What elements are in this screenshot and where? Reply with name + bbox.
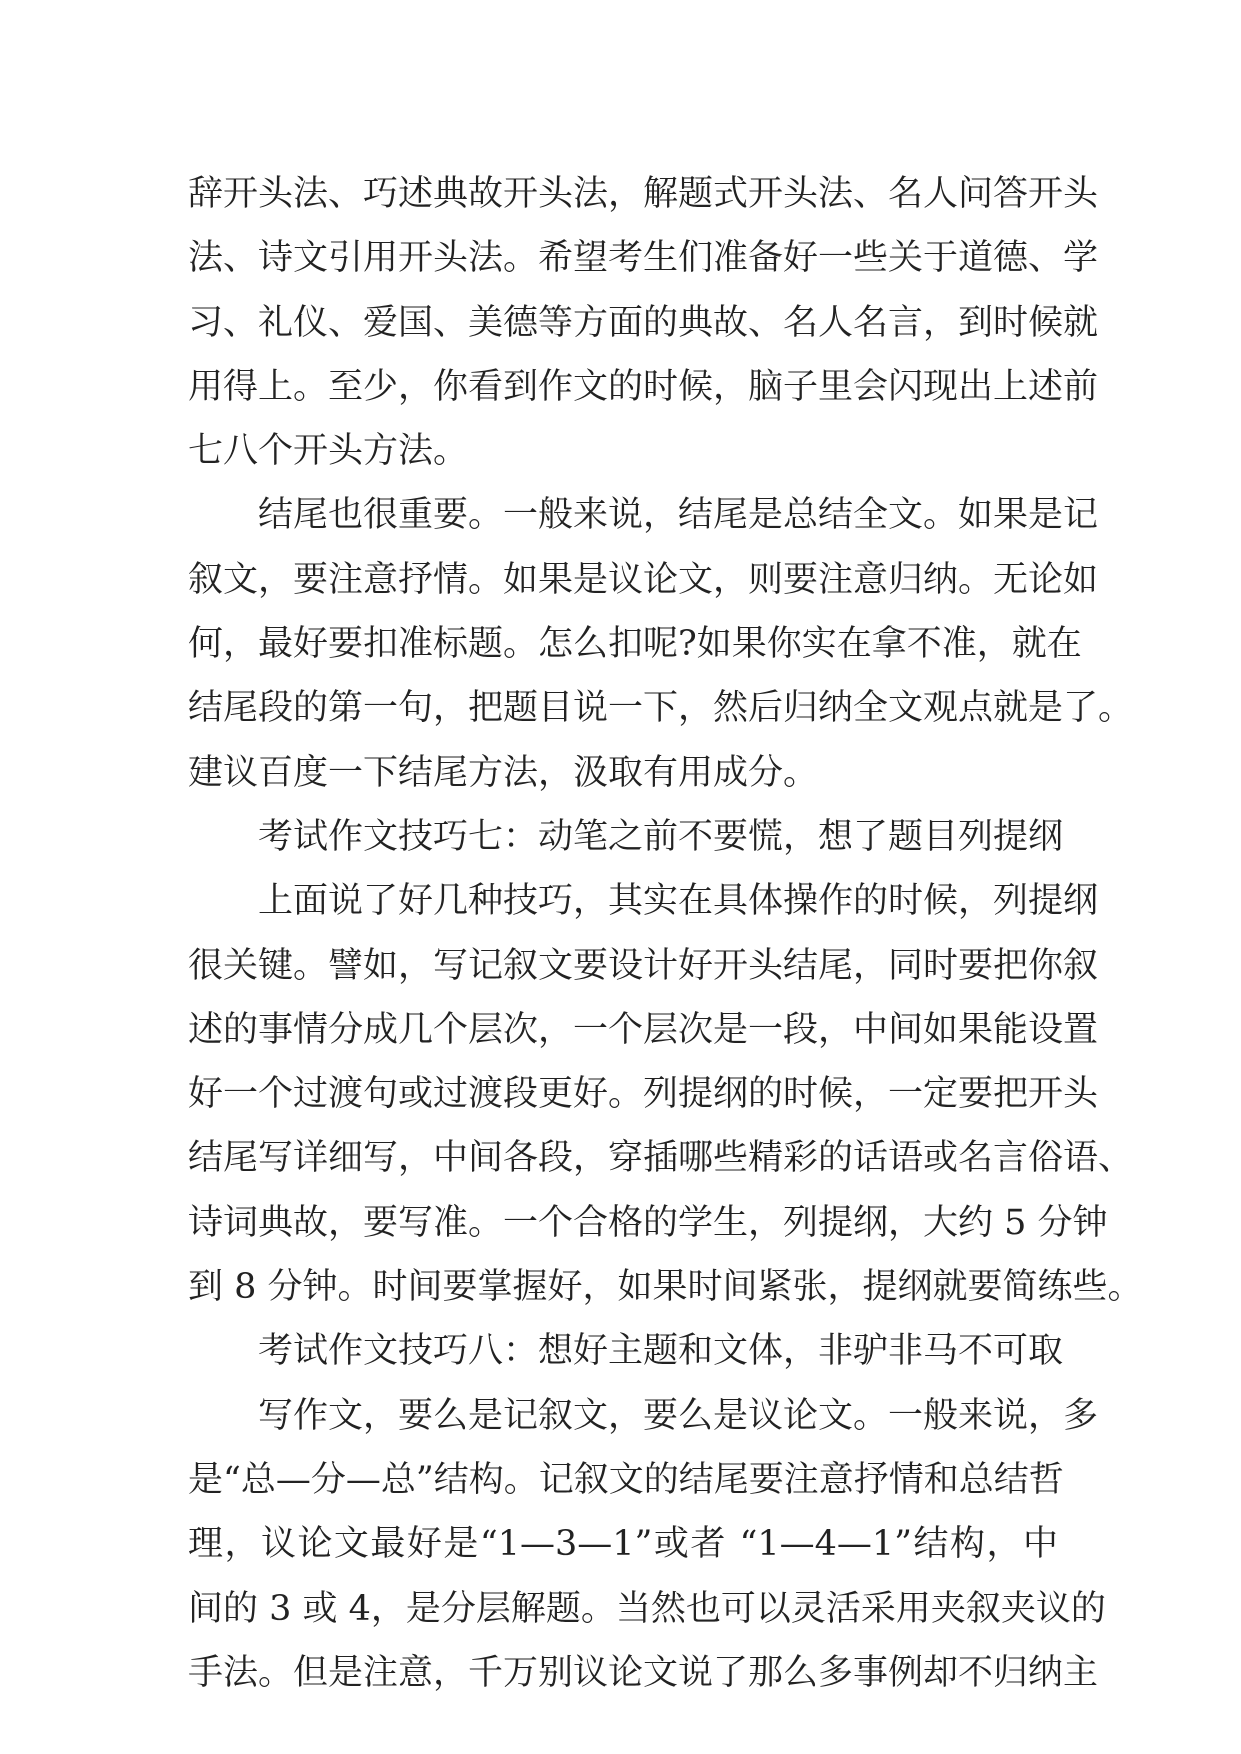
text-line: 述的事情分成几个层次，一个层次是一段，中间如果能设置: [188, 1009, 1099, 1050]
section-heading-tip-eight: 考试作文技巧八：想好主题和文体，非驴非马不可取: [258, 1331, 1064, 1372]
text-line: 七八个开头方法。: [188, 431, 469, 472]
text-line: 理，议论文最好是“1—3—1”或者 “1—4—1”结构，中: [188, 1524, 1058, 1565]
text-line: 结尾段的第一句，把题目说一下，然后归纳全文观点就是了。: [188, 688, 1134, 729]
text-line: 是“总—分—总”结构。记叙文的结尾要注意抒情和总结哲: [188, 1459, 1064, 1500]
text-line: 好一个过渡句或过渡段更好。列提纲的时候，一定要把开头: [188, 1074, 1099, 1115]
text-line: 何，最好要扣准标题。怎么扣呢?如果你实在拿不准，就在: [188, 624, 1082, 665]
text-line: 诗词典故，要写准。一个合格的学生，列提纲，大约 5 分钟: [188, 1202, 1108, 1243]
text-line: 叙文，要注意抒情。如果是议论文，则要注意归纳。无论如: [188, 559, 1099, 600]
text-line: 到 8 分钟。时间要掌握好，如果时间紧张，提纲就要简练些。: [188, 1267, 1143, 1308]
body-text: [188, 162, 1143, 1705]
text-line: 建议百度一下结尾方法，汲取有用成分。: [188, 752, 819, 793]
text-line: 辞开头法、巧述典故开头法，解题式开头法、名人问答开头: [188, 174, 1099, 214]
text-line: 法、诗文引用开头法。希望考生们准备好一些关于道德、学: [188, 238, 1099, 279]
paragraph-start-line: 结尾也很重要。一般来说，结尾是总结全文。如果是记: [258, 495, 1099, 536]
text-line: 用得上。至少，你看到作文的时候，脑子里会闪现出上述前: [188, 366, 1099, 407]
text-line: 手法。但是注意，千万别议论文说了那么多事例却不归纳主: [188, 1652, 1099, 1693]
text-line: 间的 3 或 4，是分层解题。当然也可以灵活采用夹叙夹议的: [188, 1588, 1106, 1629]
text-line: 习、礼仪、爱国、美德等方面的典故、名人名言，到时候就: [188, 302, 1099, 343]
paragraph-start-line: 写作文，要么是记叙文，要么是议论文。一般来说，多: [258, 1395, 1099, 1436]
section-heading-tip-seven: 考试作文技巧七：动笔之前不要慌，想了题目列提纲: [258, 816, 1064, 857]
paragraph-start-line: 上面说了好几种技巧，其实在具体操作的时候，列提纲: [258, 881, 1099, 922]
text-line: 很关键。譬如，写记叙文要设计好开头结尾，同时要把你叙: [188, 945, 1099, 986]
text-line: 结尾写详细写，中间各段，穿插哪些精彩的话语或名言俗语、: [188, 1138, 1134, 1179]
